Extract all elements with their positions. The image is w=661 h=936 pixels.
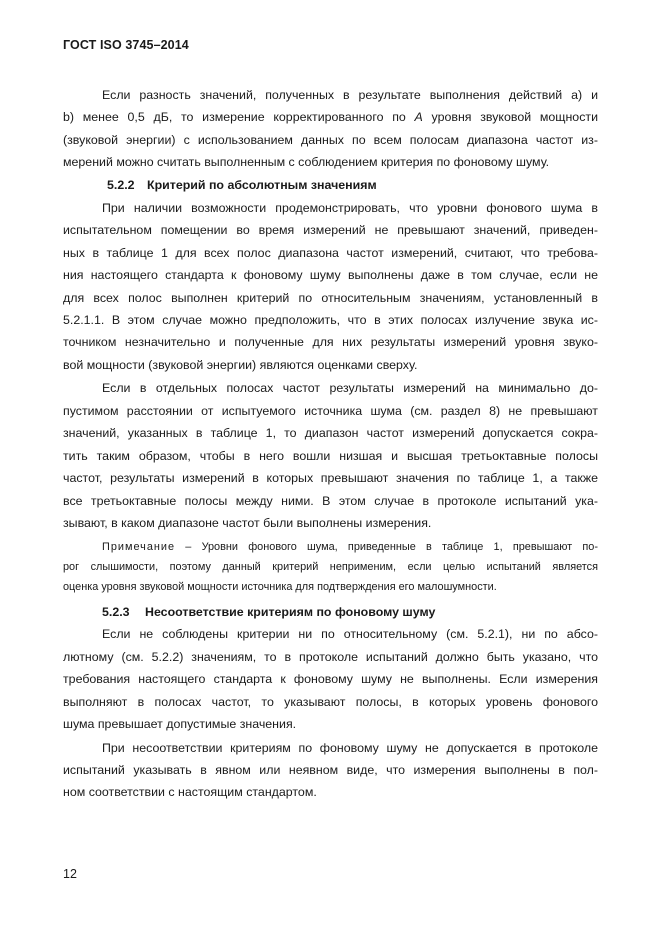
text-line: (звуковой энергии) с использованием данных по всем полосам диапазона частот из- bbox=[63, 132, 598, 147]
note-line bbox=[63, 537, 598, 557]
text-line: ния настоящего стандарта к фоновому шуму выполнены даже в том случае, если не bbox=[63, 268, 598, 283]
text-line: точником незначительно и полученные для них результаты измерений уровня звуко- bbox=[63, 335, 598, 350]
text-line: требования настоящего стандарта к фоновому шуму не выполнены. Если измерения bbox=[63, 672, 598, 687]
page-number: 12 bbox=[63, 867, 77, 881]
text-line: значений, указанных в таблице 1, то диапазон частот измерений допускается сокра- bbox=[63, 426, 598, 441]
note-line: рог слышимости, поэтому данный критерий неприменим, если целью испытаний является bbox=[63, 560, 598, 573]
text-line: для всех полос выполнен критерий по относительным значениям, установленный в bbox=[63, 290, 598, 305]
text-line: все третьоктавные полосы между ними. В этом случае в протоколе испытаний ука- bbox=[63, 493, 598, 508]
text-line: испытаний указывать в явном или неявном виде, что измерения выполнены в пол- bbox=[63, 762, 598, 777]
text-line: Если разность значений, полученных в результате выполнения действий a) и bbox=[102, 88, 598, 102]
note-line: оценка уровня звуковой мощности источника для подтверждения его малошумности. bbox=[63, 581, 497, 594]
paragraph bbox=[63, 623, 598, 735]
text-line: мерений можно считать выполненным с соблюдением критерия по фоновому шуму. bbox=[63, 155, 550, 170]
text-line: Если не соблюдены критерии ни по относительному (см. 5.2.1), ни по абсо- bbox=[102, 627, 598, 642]
text-line: шума превышает допустимые значения. bbox=[63, 717, 297, 732]
text-line: ном соответствии с настоящим стандартом. bbox=[63, 785, 317, 800]
note-text: – Уровни фонового шума, приведенные в таблице 1, превышают по- bbox=[175, 540, 598, 553]
section-heading-5-2-3 bbox=[63, 601, 598, 623]
section-title: Критерий по абсолютным значениям bbox=[147, 178, 377, 193]
section-number: 5.2.3 bbox=[102, 604, 130, 619]
text-line: зывают, в каком диапазоне частот были выполнены измерения. bbox=[63, 516, 432, 531]
section-number: 5.2.2 bbox=[107, 178, 135, 193]
text-line: испытательном помещении во время измерений не превышают значений, приведен- bbox=[63, 223, 598, 238]
text-line: частот, результаты измерений в которых превышают значения по таблице 1, а также bbox=[63, 471, 598, 486]
paragraph bbox=[63, 377, 598, 534]
text-line: лютному (см. 5.2.2) значениям, то в протоколе испытаний должно быть указано, что bbox=[63, 649, 598, 664]
text-line: При наличии возможности продемонстрировать, что уровни фонового шума в bbox=[102, 200, 598, 215]
section-heading-5-2-2 bbox=[63, 174, 598, 196]
note-label: Примечание bbox=[102, 540, 176, 553]
section-title: Несоответствие критериям по фоновому шуму bbox=[145, 604, 436, 619]
note bbox=[63, 537, 598, 598]
italic-letter: A bbox=[414, 110, 423, 125]
paragraph bbox=[63, 737, 598, 804]
text-line: тить таким образом, чтобы в него вошли низшая и высшая третьоктавные полосы bbox=[63, 448, 598, 463]
text-line: Если в отдельных полосах частот результаты измерений на минимально до- bbox=[102, 381, 598, 396]
paragraph bbox=[63, 84, 598, 174]
text-line: пустимом расстоянии от испытуемого источника шума (см. раздел 8) не превышают bbox=[63, 403, 598, 418]
text-line: выполняют в полосах частот, то указывают полосы, в которых уровень фонового bbox=[63, 694, 598, 709]
text-fragment: b) менее 0,5 дБ, то измерение корректированного по bbox=[63, 110, 415, 125]
text-fragment: уровня звуковой мощности bbox=[422, 110, 598, 125]
document-header: ГОСТ ISO 3745–2014 bbox=[63, 38, 189, 52]
text-line: вой мощности (звуковой энергии) являются оценками сверху. bbox=[63, 357, 418, 372]
text-line: ных в таблице 1 для всех полос диапазона частот измерений, считают, что требова- bbox=[63, 245, 598, 260]
text-line: 5.2.1.1. В этом случае можно предположить, что в этих полосах излучение звука ис- bbox=[63, 313, 598, 328]
document-body bbox=[63, 84, 598, 804]
paragraph bbox=[63, 197, 598, 377]
text-line bbox=[63, 106, 598, 128]
text-line: При несоответствии критериям по фоновому шуму не допускается в протоколе bbox=[102, 740, 598, 755]
